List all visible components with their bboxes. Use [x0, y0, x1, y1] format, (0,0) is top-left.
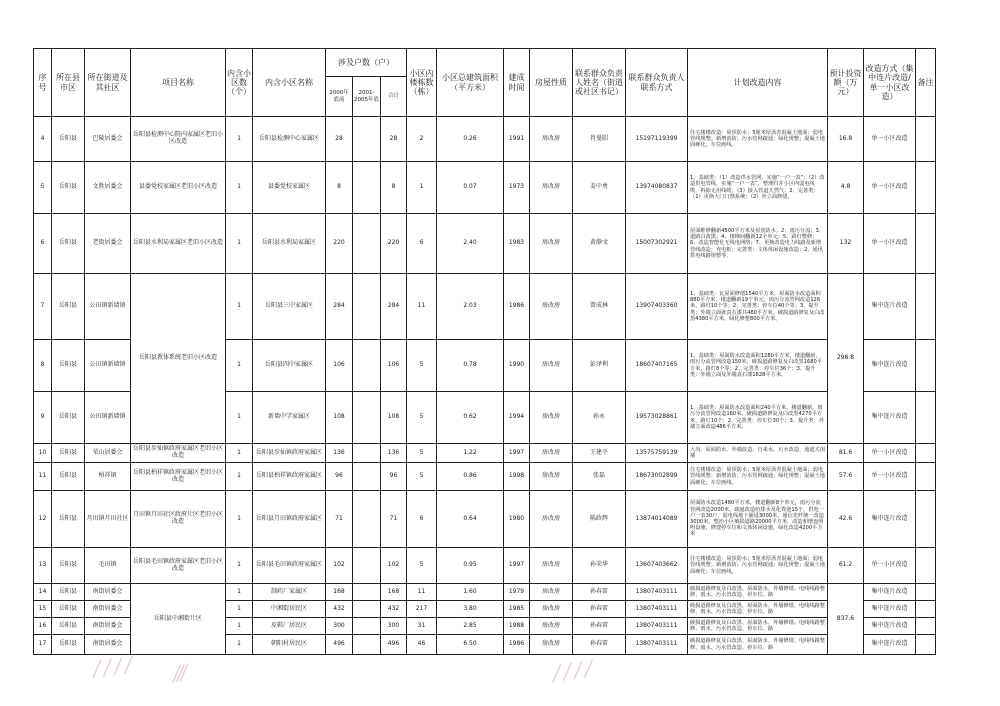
cell-nature: 房改房 — [530, 162, 573, 214]
cell-remark — [916, 117, 936, 162]
cell-contact-phone: 18673002899 — [626, 463, 688, 491]
header-seq: 序号 — [34, 49, 52, 117]
cell-buildings: 5 — [407, 548, 437, 584]
cell-county: 岳阳县 — [52, 601, 85, 618]
cell-seq: 15 — [34, 601, 52, 618]
cell-community-name: 新墙中学家属区 — [253, 392, 326, 444]
cell-contact-name: 孙春雷 — [573, 635, 626, 655]
cell-hh-2000: 106 — [326, 340, 353, 392]
cell-area: 0.26 — [437, 117, 504, 162]
cell-hh-total: 108 — [381, 392, 407, 444]
cell-project: 岳阳县教体系统老旧小区改造 — [131, 274, 226, 444]
cell-method: 单一小区改造 — [864, 214, 916, 274]
cell-buildings: 31 — [407, 618, 437, 635]
table-row — [34, 444, 936, 463]
cell-year: 1991 — [504, 117, 530, 162]
cell-remark — [916, 162, 936, 214]
cell-method: 单一小区改造 — [864, 162, 916, 214]
cell-investment: 16.8 — [828, 117, 864, 162]
cell-street: 公田镇新墙镇 — [85, 392, 131, 444]
cell-street: 公田镇新墙镇 — [85, 274, 131, 340]
cell-contact-phone: 13974080837 — [626, 162, 688, 214]
table-row — [34, 548, 936, 584]
cell-contact-name: 孙春雷 — [573, 584, 626, 601]
cell-buildings: 217 — [407, 601, 437, 618]
cell-remark — [916, 340, 936, 392]
cell-contact-phone: 19573028861 — [626, 392, 688, 444]
cell-remark — [916, 584, 936, 601]
cell-remark — [916, 635, 936, 655]
document-sheet — [33, 48, 936, 655]
cell-plan: 屋面防水改造1480平方米，楼道翻新8个单元，雨污分流管网改造2000米，疏通改造给排水及化粪池15个，供电一户一表30户，弱电线地下铺设3000米，通信光纤统一改造3000米，整治小区破损道路20000平方米，改造和增设照明设施，修建停车位和文体休闲设施，绿化改造4200平方米 — [688, 491, 828, 548]
cell-seq: 16 — [34, 618, 52, 635]
cell-count: 1 — [226, 463, 253, 491]
cell-area: 2.85 — [437, 618, 504, 635]
cell-method: 集中连片改造 — [864, 274, 916, 340]
cell-community-name: 岳阳县毛田镇政府家属区 — [253, 548, 326, 584]
cell-nature: 房改房 — [530, 635, 573, 655]
cell-method: 集中连片改造 — [864, 601, 916, 618]
cell-plan: 1、基础类：（1）改造供水管网，实施“一户一表”；（2）改造供电管线，实施“一户一表”，整理归并小区内弱电线缆，拆除无用线缆；（3）接入管道天然气；2、完善类：（1）更换大门门禁系统；（2）外立面修缮。 — [688, 162, 828, 214]
cell-community-name: 朝阳村居民区 — [253, 635, 326, 655]
cell-street: 公田镇新墙镇 — [85, 340, 131, 392]
cell-hh-2001 — [353, 274, 381, 340]
cell-remark — [916, 618, 936, 635]
cell-contact-name: 肖曼昭 — [573, 117, 626, 162]
cell-community-name: 岳阳县四中家属区 — [253, 340, 326, 392]
cell-project: 岳阳县步仙镇政府家属区老旧小区改造 — [131, 444, 226, 463]
header-hh-2001: 2001-2005年底 — [353, 77, 381, 117]
cell-nature: 房改房 — [530, 392, 573, 444]
cell-project: 岳阳县毛田镇政府家属区老旧小区改造 — [131, 548, 226, 584]
cell-plan: 屋面维修翻新4500平方米及屋顶防水；2、雨污分流；3、道路白改黑；4、楼梯间翻新12个单元；5、路灯整修；6、改造智能化无线电网络；7、更换改造电力线路及新增管线改造；充电桩；完善类：文体休闲设施改造；2、通讯供电线路规整等。 — [688, 214, 828, 274]
cell-investment: 4.8 — [828, 162, 864, 214]
cell-area: 0.64 — [437, 491, 504, 548]
cell-count: 1 — [226, 491, 253, 548]
cell-buildings: 5 — [407, 463, 437, 491]
cell-hh-2000: 284 — [326, 274, 353, 340]
cell-hh-total: 300 — [381, 618, 407, 635]
cell-remark — [916, 274, 936, 340]
cell-nature: 房改房 — [530, 463, 573, 491]
table-row — [34, 274, 936, 340]
cell-year: 1983 — [504, 214, 530, 274]
header-contact-name: 联系群众负责人姓名（街道或社区书记） — [573, 49, 626, 117]
cell-nature: 房改房 — [530, 548, 573, 584]
cell-hh-total: 284 — [381, 274, 407, 340]
table-row — [34, 491, 936, 548]
cell-method: 集中连片改造 — [864, 584, 916, 601]
cell-plan: 住宅楼楼改造：屋顶防水；5厘米厚沥青混凝土地面；弱电管线规整；新增消防；污水管网疏通；绿化规整；混凝土地面硬化；车位画线。 — [688, 463, 828, 491]
cell-count: 1 — [226, 548, 253, 584]
cell-year: 1994 — [504, 392, 530, 444]
cell-remark — [916, 214, 936, 274]
cell-project: 岳阳县水利局家属区老旧小区改造 — [131, 214, 226, 274]
cell-seq: 5 — [34, 162, 52, 214]
cell-project: 月田镇月田社区政府片区老旧小区改造 — [131, 491, 226, 548]
cell-hh-2001 — [353, 584, 381, 601]
cell-hh-2000: 496 — [326, 635, 353, 655]
cell-hh-total: 432 — [381, 601, 407, 618]
cell-hh-2000: 432 — [326, 601, 353, 618]
cell-nature: 房改房 — [530, 618, 573, 635]
header-count: 内含小区数（个） — [226, 49, 253, 117]
cell-nature: 房改房 — [530, 274, 573, 340]
cell-seq: 12 — [34, 491, 52, 548]
cell-seq: 8 — [34, 340, 52, 392]
cell-county: 岳阳县 — [52, 584, 85, 601]
cell-community-name: 中湘街居民区 — [253, 601, 326, 618]
cell-seq: 10 — [34, 444, 52, 463]
table-body — [34, 117, 936, 655]
cell-seq: 6 — [34, 214, 52, 274]
cell-hh-total: 102 — [381, 548, 407, 584]
renovation-table — [33, 48, 936, 655]
cell-street: 南街居委会 — [85, 635, 131, 655]
cell-contact-name: 姜中勇 — [573, 162, 626, 214]
cell-year: 1973 — [504, 162, 530, 214]
cell-count: 1 — [226, 601, 253, 618]
cell-street: 巴陵居委会 — [85, 117, 131, 162]
cell-community-name: 岳阳县水利局家属区 — [253, 214, 326, 274]
cell-method: 集中连片改造 — [864, 618, 916, 635]
cell-remark — [916, 491, 936, 548]
cell-project: 岳阳县柏祥镇政府家属区老旧小区改造 — [131, 463, 226, 491]
cell-method: 集中连片改造 — [864, 491, 916, 548]
cell-community-name: 岳阳县检测中心家属区 — [253, 117, 326, 162]
cell-county: 岳阳县 — [52, 214, 85, 274]
cell-hh-2001 — [353, 162, 381, 214]
cell-hh-2001 — [353, 340, 381, 392]
cell-contact-phone: 18607407165 — [626, 340, 688, 392]
cell-community-name: 皮鞋厂居民区 — [253, 618, 326, 635]
cell-method: 单一小区改造 — [864, 444, 916, 463]
cell-plan: 住宅楼楼改造：屋顶防水；5厘米厚沥青混凝土地面；弱电管线规整；新增消防；污水管网疏通；绿化规整；混凝土地面硬化；车位画线。 — [688, 548, 828, 584]
cell-area: 0.95 — [437, 548, 504, 584]
cell-contact-phone: 13575759139 — [626, 444, 688, 463]
cell-hh-2001 — [353, 214, 381, 274]
cell-county: 岳阳县 — [52, 491, 85, 548]
cell-count: 1 — [226, 214, 253, 274]
cell-contact-phone: 13807403111 — [626, 635, 688, 655]
header-contact-phone: 联系群众负责人联系方式 — [626, 49, 688, 117]
cell-contact-phone: 15197119399 — [626, 117, 688, 162]
cell-county: 岳阳县 — [52, 340, 85, 392]
header-remark: 备注 — [916, 49, 936, 117]
cell-method: 集中连片改造 — [864, 635, 916, 655]
cell-method: 单一小区改造 — [864, 117, 916, 162]
cell-county: 岳阳县 — [52, 548, 85, 584]
cell-buildings: 2 — [407, 117, 437, 162]
cell-county: 岳阳县 — [52, 618, 85, 635]
cell-nature: 房改房 — [530, 214, 573, 274]
cell-method: 集中连片改造 — [864, 392, 916, 444]
header-households: 涉及户数（户） — [326, 49, 407, 77]
cell-county: 岳阳县 — [52, 635, 85, 655]
cell-contact-phone: 13807403111 — [626, 601, 688, 618]
cell-area: 0.86 — [437, 463, 504, 491]
cell-seq: 13 — [34, 548, 52, 584]
cell-hh-2001 — [353, 548, 381, 584]
cell-remark — [916, 463, 936, 491]
cell-hh-2001 — [353, 444, 381, 463]
cell-method: 集中连片改造 — [864, 340, 916, 392]
cell-hh-2001 — [353, 601, 381, 618]
header-buildings: 小区内楼栋数（栋） — [407, 49, 437, 117]
cell-contact-phone: 13607403662 — [626, 548, 688, 584]
cell-plan: 破损道路修复及白改黑、屋面防水、外墙修缮、电线线路整修、雨水、污水管改造、停车位、路 — [688, 618, 828, 635]
cell-count: 1 — [226, 584, 253, 601]
cell-hh-total: 71 — [381, 491, 407, 548]
cell-year: 1980 — [504, 491, 530, 548]
cell-remark — [916, 601, 936, 618]
cell-contact-name: 黄静文 — [573, 214, 626, 274]
cell-county: 岳阳县 — [52, 274, 85, 340]
cell-contact-name: 孙荣华 — [573, 548, 626, 584]
cell-project: 岳阳县中湘街片区 — [131, 584, 226, 655]
cell-plan: 破损道路修复及白改黑、屋面防水、外墙修缮、电线线路整修、雨水、污水管改造、停车位、路 — [688, 635, 828, 655]
cell-hh-2001 — [353, 117, 381, 162]
cell-street: 月田镇月田社区 — [85, 491, 131, 548]
cell-seq: 4 — [34, 117, 52, 162]
cell-method: 单一小区改造 — [864, 463, 916, 491]
cell-contact-name: 孙春雷 — [573, 618, 626, 635]
table-row — [34, 463, 936, 491]
cell-count: 1 — [226, 162, 253, 214]
cell-remark — [916, 392, 936, 444]
header-project: 项目名称 — [131, 49, 226, 117]
cell-seq: 14 — [34, 584, 52, 601]
cell-area: 3.80 — [437, 601, 504, 618]
cell-plan: 破损道路修复及白改黑、屋面防水、外墙修缮、电线线路整修、雨水、污水管改造、停车位、路 — [688, 601, 828, 618]
cell-hh-2000: 96 — [326, 463, 353, 491]
cell-community-name: 岳阳县步仙镇政府家属区 — [253, 444, 326, 463]
cell-buildings: 46 — [407, 635, 437, 655]
header-plan: 计划改造内容 — [688, 49, 828, 117]
header-year: 建成时间 — [504, 49, 530, 117]
cell-county: 岳阳县 — [52, 392, 85, 444]
cell-area: 0.07 — [437, 162, 504, 214]
cell-area: 1.22 — [437, 444, 504, 463]
cell-hh-2000: 8 — [326, 162, 353, 214]
cell-seq: 7 — [34, 274, 52, 340]
cell-buildings: 1 — [407, 162, 437, 214]
cell-buildings: 6 — [407, 214, 437, 274]
cell-investment: 61.2 — [828, 548, 864, 584]
cell-hh-2000: 300 — [326, 618, 353, 635]
cell-hh-2000: 136 — [326, 444, 353, 463]
cell-remark — [916, 548, 936, 584]
cell-count: 1 — [226, 392, 253, 444]
header-investment: 预计投资额（万元） — [828, 49, 864, 117]
cell-count: 1 — [226, 618, 253, 635]
cell-seq: 9 — [34, 392, 52, 444]
cell-year: 1986 — [504, 274, 530, 340]
cell-nature: 房改房 — [530, 444, 573, 463]
cell-buildings: 5 — [407, 340, 437, 392]
cell-plan: 1、基础类：屋面防水改造面积240平方米，楼道翻新，雨污分流管网改造160米，破损道路修复及白改黑4270平方米，路灯10个；2、完善类：停车位30个；3、提升类：外墙立面改造486平方米。 — [688, 392, 828, 444]
table-row — [34, 584, 936, 601]
cell-investment: 81.6 — [828, 444, 864, 463]
cell-contact-phone: 13907403360 — [626, 274, 688, 340]
table-row — [34, 214, 936, 274]
cell-community-name: 制药厂家属区 — [253, 584, 326, 601]
cell-area: 0.62 — [437, 392, 504, 444]
cell-hh-2000: 102 — [326, 548, 353, 584]
cell-street: 文胜居委会 — [85, 162, 131, 214]
cell-year: 1985 — [504, 601, 530, 618]
cell-contact-name: 张磊 — [573, 463, 626, 491]
cell-plan: 1、基础类：屋面防水改造面积1280平方米，楼道翻新，雨污分流管网改造150米，破损道路修复及白改黑1680平方米，路灯8个等；2、完善类：停车位36个；3、提升类：外墙立面及外墙真石漆1628平方米。 — [688, 340, 828, 392]
cell-street: 柏祥镇 — [85, 463, 131, 491]
cell-contact-phone: 13807403111 — [626, 584, 688, 601]
cell-nature: 房改房 — [530, 491, 573, 548]
cell-project: 县委党校家属区老旧小区改造 — [131, 162, 226, 214]
cell-contact-name: 彭泽利 — [573, 340, 626, 392]
cell-hh-total: 96 — [381, 463, 407, 491]
cell-county: 岳阳县 — [52, 463, 85, 491]
cell-hh-total: 168 — [381, 584, 407, 601]
cell-investment: 132 — [828, 214, 864, 274]
cell-area: 1.60 — [437, 584, 504, 601]
cell-community-name: 岳阳县三中家属区 — [253, 274, 326, 340]
cell-street: 老街居委会 — [85, 214, 131, 274]
cell-buildings: 5 — [407, 392, 437, 444]
cell-area: 2.40 — [437, 214, 504, 274]
cell-area: 6.50 — [437, 635, 504, 655]
header-hh-2000: 2000年底前 — [326, 77, 353, 117]
cell-community-name: 县委党校家属区 — [253, 162, 326, 214]
cell-hh-2001 — [353, 491, 381, 548]
cell-hh-total: 28 — [381, 117, 407, 162]
cell-hh-2001 — [353, 635, 381, 655]
cell-remark — [916, 444, 936, 463]
cell-buildings: 11 — [407, 584, 437, 601]
cell-hh-total: 106 — [381, 340, 407, 392]
cell-contact-phone: 15007302921 — [626, 214, 688, 274]
cell-hh-2000: 108 — [326, 392, 353, 444]
cell-year: 1988 — [504, 618, 530, 635]
cell-hh-total: 8 — [381, 162, 407, 214]
cell-hh-total: 496 — [381, 635, 407, 655]
cell-contact-name: 陈政辉 — [573, 491, 626, 548]
table-row — [34, 117, 936, 162]
cell-hh-2000: 220 — [326, 214, 353, 274]
cell-plan: 破损道路修复及白改黑、屋面防水、外墙修缮、电线线路整修、雨水、污水管改造、停车位、路 — [688, 584, 828, 601]
cell-hh-2000: 71 — [326, 491, 353, 548]
cell-count: 1 — [226, 340, 253, 392]
header-hh-total: 合计 — [381, 77, 407, 117]
cell-street: 南街居委会 — [85, 601, 131, 618]
header-nature: 房屋性质 — [530, 49, 573, 117]
cell-hh-2001 — [353, 392, 381, 444]
table-row — [34, 162, 936, 214]
cell-buildings: 6 — [407, 491, 437, 548]
cell-contact-phone: 13807403111 — [626, 618, 688, 635]
cell-hh-total: 220 — [381, 214, 407, 274]
cell-street: 南街居委会 — [85, 618, 131, 635]
cell-seq: 11 — [34, 463, 52, 491]
cell-year: 1990 — [504, 340, 530, 392]
cell-plan: 大沟、屋面防水、外墙改造、自来水、污水改造、通道式围墙 — [688, 444, 828, 463]
cell-year: 1979 — [504, 584, 530, 601]
cell-count: 1 — [226, 635, 253, 655]
cell-investment: 837.6 — [828, 584, 864, 655]
cell-investment: 42.6 — [828, 491, 864, 548]
cell-year: 1998 — [504, 463, 530, 491]
cell-buildings: 11 — [407, 274, 437, 340]
cell-nature: 房改房 — [530, 601, 573, 618]
cell-area: 2.03 — [437, 274, 504, 340]
cell-investment: 57.6 — [828, 463, 864, 491]
cell-street: 荣山居委会 — [85, 444, 131, 463]
cell-contact-name: 王建平 — [573, 444, 626, 463]
cell-hh-2001 — [353, 618, 381, 635]
cell-nature: 房改房 — [530, 584, 573, 601]
header-county: 所在县市区 — [52, 49, 85, 117]
cell-project: 岳阳县检测中心院内家属区老旧小区改造 — [131, 117, 226, 162]
cell-street: 南街居委会 — [85, 584, 131, 601]
cell-year: 1997 — [504, 548, 530, 584]
cell-investment: 298.8 — [828, 274, 864, 444]
cell-hh-2000: 168 — [326, 584, 353, 601]
cell-year: 1997 — [504, 444, 530, 463]
cell-contact-phone: 13874014089 — [626, 491, 688, 548]
header-method: 改造方式（集中连片改造/单一小区改造） — [864, 49, 916, 117]
cell-contact-name: 曾成林 — [573, 274, 626, 340]
cell-buildings: 5 — [407, 444, 437, 463]
cell-county: 岳阳县 — [52, 444, 85, 463]
cell-count: 1 — [226, 117, 253, 162]
cell-contact-name: 孙春雷 — [573, 601, 626, 618]
cell-year: 1986 — [504, 635, 530, 655]
cell-area: 0.78 — [437, 340, 504, 392]
cell-county: 岳阳县 — [52, 117, 85, 162]
cell-count: 1 — [226, 444, 253, 463]
header-names: 内含小区名称 — [253, 49, 326, 117]
cell-seq: 17 — [34, 635, 52, 655]
cell-plan: 1、基础类：瓦屋面修缮1540平方米，屋面防水改造面积880平方米，楼道翻新19个单元，雨污分流管网改造126米，路灯10个等；2、完善类：停车位40个等；3、提升类：外墙立面就真石漆共480平方米，破损道路修复及白改黑4380平方米，绿化修整800平方米。 — [688, 274, 828, 340]
header-street: 所在街道及其社区 — [85, 49, 131, 117]
cell-plan: 住宅楼楼改造：屋顶防水；5厘米厚沥青混凝土地面；弱电管线规整；新增消防；污水管网疏通；绿化规整；混凝土地面硬化；车位画线。 — [688, 117, 828, 162]
cell-hh-2001 — [353, 463, 381, 491]
cell-hh-total: 136 — [381, 444, 407, 463]
cell-count: 1 — [226, 274, 253, 340]
cell-nature: 房改房 — [530, 340, 573, 392]
cell-method: 单一小区改造 — [864, 548, 916, 584]
cell-contact-name: 孙永 — [573, 392, 626, 444]
cell-community-name: 岳阳县柏祥镇政府家属区 — [253, 463, 326, 491]
cell-community-name: 岳阳县月田镇政府家属区 — [253, 491, 326, 548]
cell-nature: 房改房 — [530, 117, 573, 162]
cell-hh-2000: 28 — [326, 117, 353, 162]
header-area: 小区总建筑面积（平方米） — [437, 49, 504, 117]
cell-street: 毛田镇 — [85, 548, 131, 584]
cell-county: 岳阳县 — [52, 162, 85, 214]
